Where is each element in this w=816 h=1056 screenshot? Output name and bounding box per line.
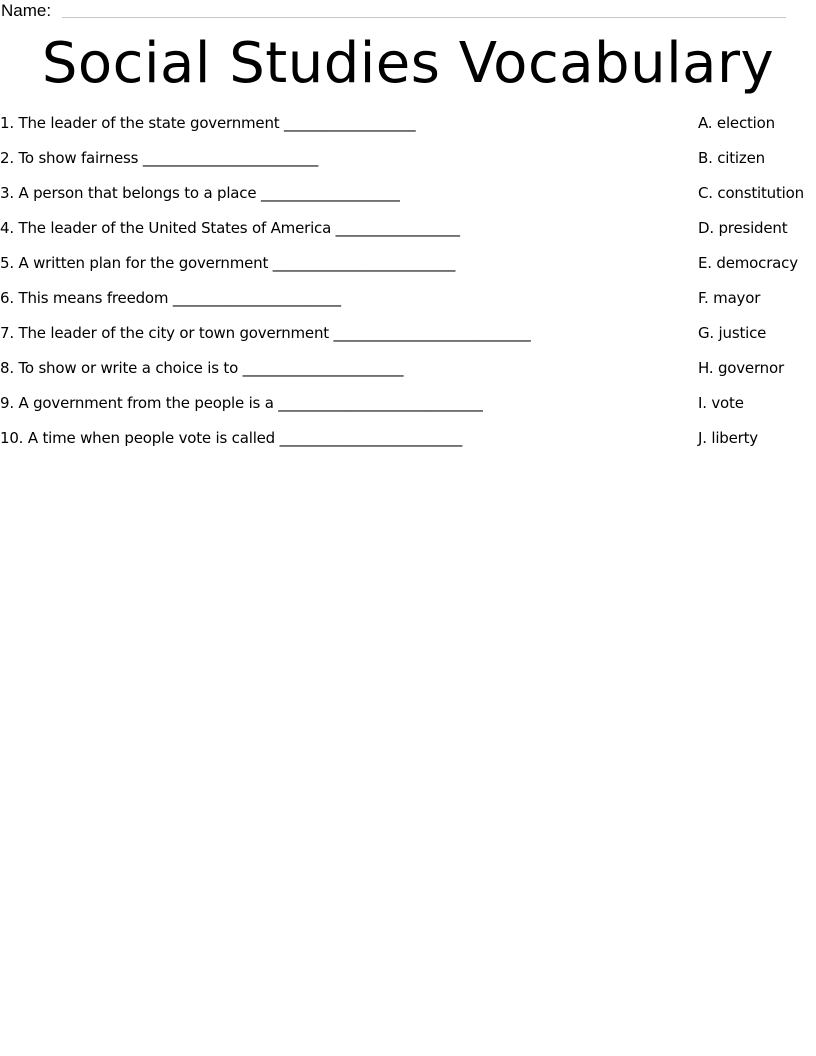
answer-choice: A. election — [698, 114, 775, 132]
answer-choice: D. president — [698, 219, 788, 237]
answer-choice: F. mayor — [698, 289, 761, 307]
question-item: 1. The leader of the state government __________________ — [0, 114, 416, 132]
name-input-line[interactable] — [62, 17, 786, 18]
question-item: 8. To show or write a choice is to ______________________ — [0, 359, 404, 377]
answer-choice: C. constitution — [698, 184, 804, 202]
question-item: 10. A time when people vote is called _________________________ — [0, 429, 463, 447]
question-item: 5. A written plan for the government _________________________ — [0, 254, 456, 272]
answer-choice: G. justice — [698, 324, 767, 342]
answer-choice: H. governor — [698, 359, 784, 377]
question-item: 7. The leader of the city or town government ___________________________ — [0, 324, 531, 342]
answer-bank — [698, 112, 814, 462]
answer-choice: I. vote — [698, 394, 744, 412]
name-label: Name: — [1, 1, 52, 20]
question-item: 6. This means freedom _______________________ — [0, 289, 341, 307]
question-item: 9. A government from the people is a ____________________________ — [0, 394, 483, 412]
answer-choice: E. democracy — [698, 254, 798, 272]
question-item: 4. The leader of the United States of America _________________ — [0, 219, 460, 237]
answer-choice: J. liberty — [698, 429, 758, 447]
question-item: 2. To show fairness ________________________ — [0, 149, 319, 167]
answer-choice: B. citizen — [698, 149, 765, 167]
name-row — [0, 0, 790, 22]
questions-list — [0, 112, 640, 462]
worksheet-title: Social Studies Vocabulary — [41, 31, 775, 96]
question-item: 3. A person that belongs to a place ___________________ — [0, 184, 400, 202]
